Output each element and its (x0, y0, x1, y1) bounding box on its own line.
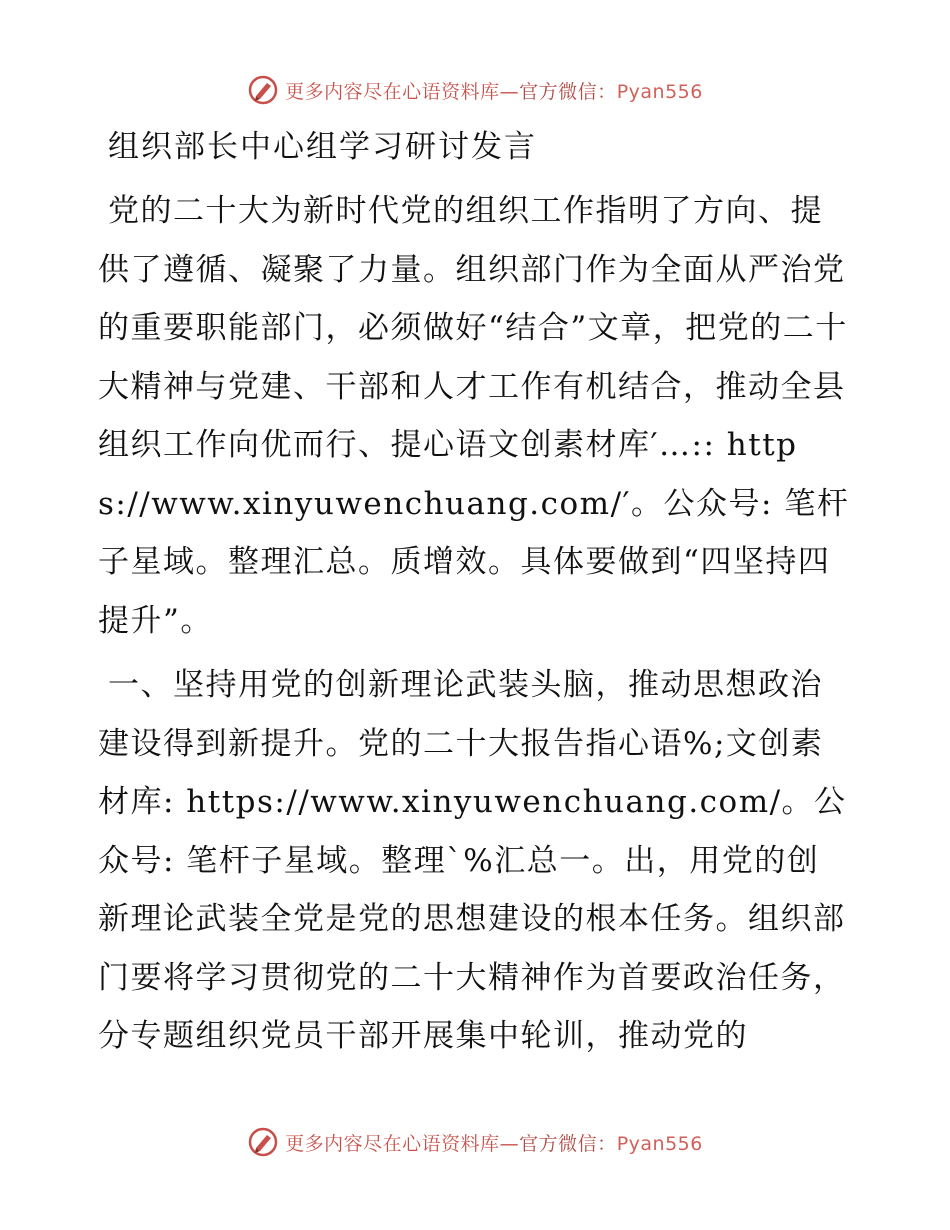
pen-logo-icon (247, 1126, 279, 1158)
watermark-separator: — (499, 1132, 520, 1155)
document-body (98, 118, 850, 1072)
watermark-main: 更多内容尽在心语资料库 (285, 80, 500, 103)
watermark-banner-top (0, 68, 950, 112)
watermark-wechat-id: Pyan556 (616, 1132, 703, 1155)
watermark-wechat-label: 官方微信： (519, 1132, 617, 1155)
watermark-banner-bottom (0, 1120, 950, 1164)
pen-logo-icon (247, 74, 279, 106)
watermark-text (285, 77, 703, 104)
watermark-wechat-label: 官方微信： (519, 80, 617, 103)
watermark-wechat-id: Pyan556 (616, 80, 703, 103)
document-title: 组织部长中心组学习研讨发言 (108, 129, 537, 165)
watermark-main: 更多内容尽在心语资料库 (285, 1132, 500, 1155)
paragraph-section-one: 一、坚持用党的创新理论武装头脑，推动思想政治建设得到新提升。党的二十大报告指心语%;文创素材库: https://www.xinyuwenchuang.com/。公众号: 笔杆子星域。整理ˋ%汇总一。出，用党的创新理论武装全党是党的思想建设的根本任务。组织部门要将学习贯彻党的二十大精神作为首要政治任务，分专题组织党员干部开展集中轮训，推动党的 (98, 667, 847, 1054)
paragraph-intro: 党的二十大为新时代党的组织工作指明了方向、提供了遵循、凝聚了力量。组织部门作为全面从严治党的重要职能部门，必须做好“结合”文章，把党的二十大精神与党建、干部和人才工作有机结合，推动全县组织工作向优而行、提心语文创素材库′…:: https://www.xinyuwenchuang.com/′。公众号: 笔杆子星域。整理汇总。质增效。具体要做到“四坚持四提升”。 (98, 193, 850, 639)
watermark-separator: — (499, 80, 520, 103)
watermark-text (285, 1129, 703, 1156)
